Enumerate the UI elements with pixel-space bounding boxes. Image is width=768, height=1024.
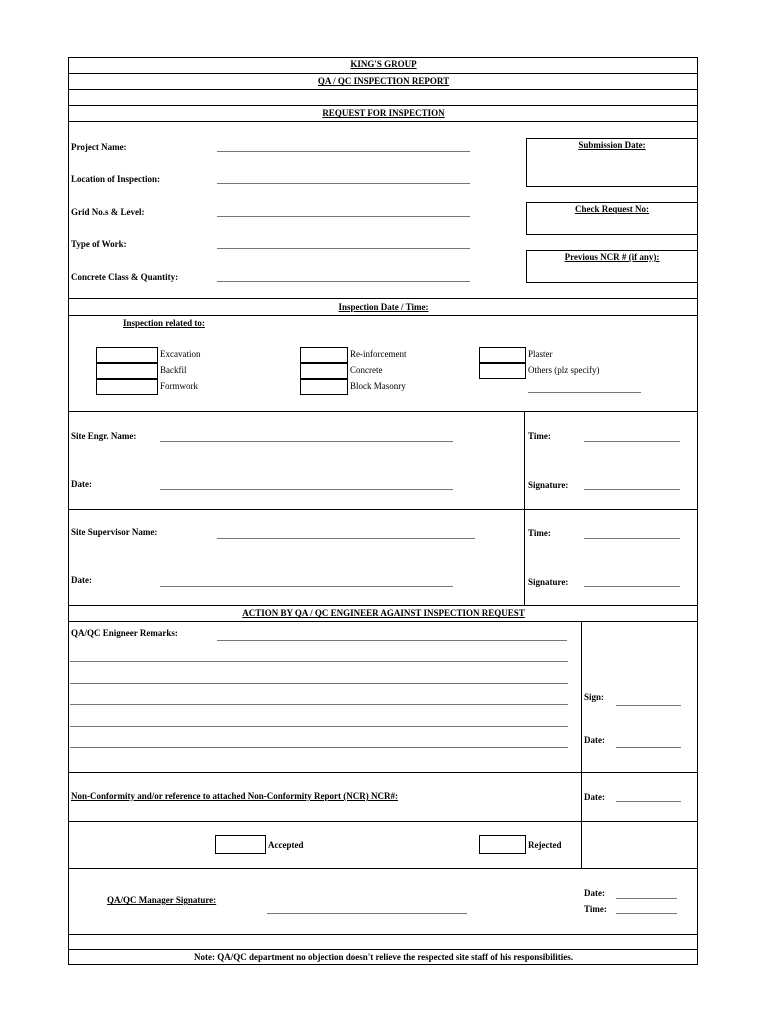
reinforcement-label: Re-inforcement [350,349,407,359]
site-engr-name-label: Site Engr. Name: [71,431,137,441]
others-specify-field[interactable] [528,392,641,393]
site-engr-name-field[interactable] [160,441,453,442]
ncr-label: Non-Conformity and/or reference to attached Non-Conformity Report (NCR) NCR#: [71,791,398,801]
qaqc-remarks-line-1[interactable] [217,640,567,641]
accepted-checkbox[interactable] [215,835,266,854]
divider [68,934,698,935]
footer-note: Note: QA/QC department no objection doesn't relieve the respected site staff of his responsibilities. [194,952,573,962]
site-engr-time-label: Time: [528,431,551,441]
site-supervisor-signature-field[interactable] [584,586,680,587]
concrete-label: Concrete [350,365,383,375]
site-supervisor-time-field[interactable] [584,538,680,539]
divider [68,868,698,869]
divider [68,605,698,606]
divider [68,509,698,510]
location-field[interactable] [217,183,470,184]
excavation-label: Excavation [160,349,201,359]
site-supervisor-name-field[interactable] [217,538,475,539]
plaster-checkbox[interactable] [479,347,526,363]
divider [68,105,698,106]
submission-date-label: Submission Date: [578,140,646,150]
manager-signature-field[interactable] [267,913,467,914]
backfil-checkbox[interactable] [96,363,158,379]
backfil-label: Backfil [160,365,187,375]
plaster-label: Plaster [528,349,553,359]
excavation-checkbox[interactable] [96,347,158,363]
site-supervisor-name-label: Site Supervisor Name: [71,527,158,537]
qaqc-remarks-line-3[interactable] [70,683,568,684]
qaqc-action-title: ACTION BY QA / QC ENGINEER AGAINST INSPECTION REQUEST [242,608,525,618]
divider [68,89,698,90]
location-label: Location of Inspection: [71,174,161,184]
inspection-datetime-title: Inspection Date / Time: [338,302,429,312]
qaqc-remarks-line-2[interactable] [70,661,568,662]
ncr-date-field[interactable] [616,801,681,802]
site-supervisor-time-label: Time: [528,528,551,538]
site-supervisor-date-label: Date: [71,575,92,585]
others-label: Others (plz specify) [528,365,600,375]
rejected-checkbox[interactable] [479,835,526,854]
accepted-label: Accepted [268,840,304,850]
manager-time-field[interactable] [616,913,677,914]
concrete-checkbox[interactable] [300,363,348,379]
divider [68,949,698,950]
reinforcement-checkbox[interactable] [300,347,348,363]
site-engr-date-label: Date: [71,479,92,489]
project-name-field[interactable] [217,151,470,152]
block-masonry-label: Block Masonry [350,381,406,391]
divider [68,621,698,622]
grid-level-label: Grid No.s & Level: [71,207,145,217]
site-engr-signature-field[interactable] [584,489,680,490]
qaqc-remarks-line-5[interactable] [70,726,568,727]
formwork-label: Formwork [160,381,198,391]
divider [581,621,582,868]
type-of-work-field[interactable] [217,248,470,249]
ncr-date-label: Date: [584,792,605,802]
site-engr-time-field[interactable] [584,441,680,442]
qaqc-date-field[interactable] [616,747,681,748]
divider [68,411,698,412]
site-supervisor-signature-label: Signature: [528,577,569,587]
manager-date-label: Date: [584,888,605,898]
qaqc-sign-field[interactable] [616,705,681,706]
divider [68,772,698,773]
manager-time-label: Time: [584,904,607,914]
form-frame [68,57,698,965]
qaqc-date-label: Date: [584,735,605,745]
project-name-label: Project Name: [71,142,127,152]
rejected-label: Rejected [528,840,562,850]
divider [68,315,698,316]
divider [68,298,698,299]
manager-signature-label: QA/QC Manager Signature: [107,895,217,905]
type-of-work-label: Type of Work: [71,239,127,249]
section-title: REQUEST FOR INSPECTION [322,108,445,118]
company-name: KING'S GROUP [350,59,417,69]
concrete-class-field[interactable] [217,281,470,282]
formwork-checkbox[interactable] [96,379,158,395]
site-engr-date-field[interactable] [160,489,453,490]
divider [68,821,698,822]
block-masonry-checkbox[interactable] [300,379,348,395]
site-engr-signature-label: Signature: [528,480,569,490]
grid-level-field[interactable] [217,216,470,217]
check-request-label: Check Request No: [575,204,649,214]
previous-ncr-label: Previous NCR # (if any): [564,252,660,262]
concrete-class-label: Concrete Class & Quantity: [71,272,179,282]
inspection-related-label: Inspection related to: [123,318,205,328]
qaqc-sign-label: Sign: [584,692,605,702]
divider [68,73,698,74]
qaqc-remarks-line-4[interactable] [70,704,568,705]
report-title: QA / QC INSPECTION REPORT [317,76,450,86]
qaqc-remarks-line-6[interactable] [70,747,568,748]
qaqc-remarks-label: QA/QC Enigneer Remarks: [71,628,178,638]
others-checkbox[interactable] [479,363,526,379]
divider [68,121,698,122]
site-supervisor-date-field[interactable] [160,586,453,587]
manager-date-field[interactable] [616,898,677,899]
